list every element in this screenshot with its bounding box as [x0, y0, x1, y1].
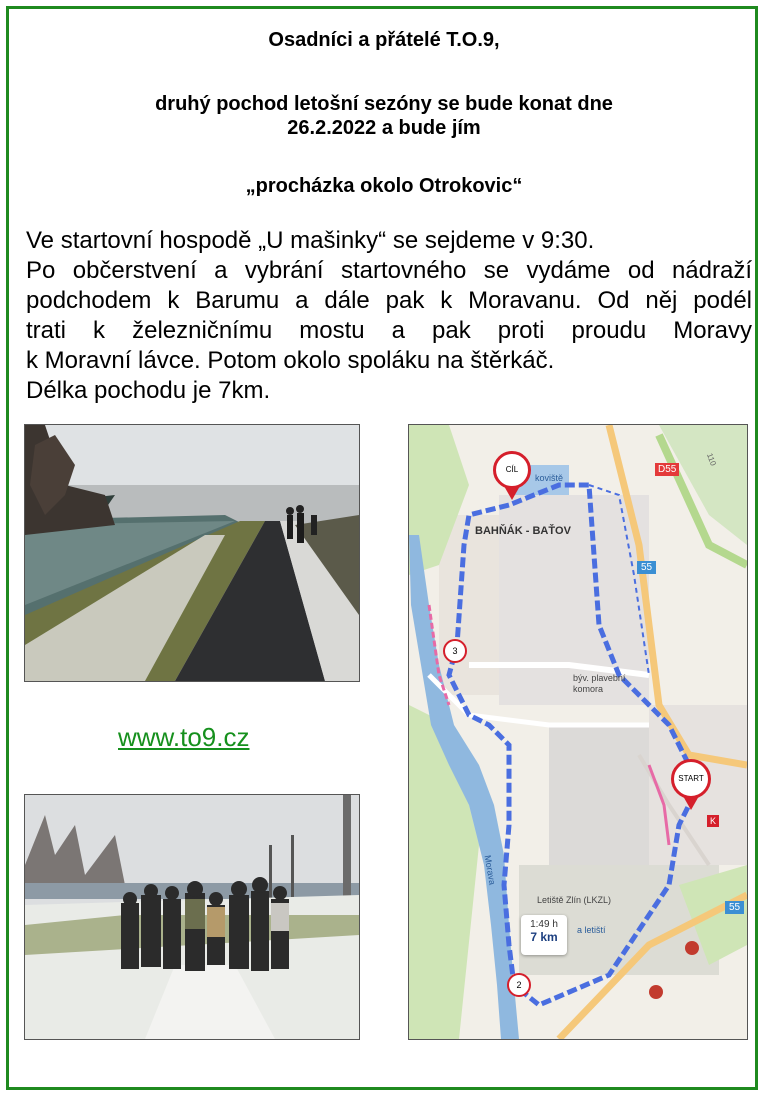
text-line: Po občerstvení a vybrání startovného se vydáme od nádraží	[26, 257, 752, 284]
heading-event: druhý pochod letošní sezóny se bude konat dne	[155, 93, 613, 115]
map-area-label: koviště	[535, 473, 564, 483]
map-airport-label: Letiště Zlín (LKZL)	[537, 895, 612, 905]
heading-title: „procházka okolo Otrokovic“	[245, 175, 523, 197]
map-road-55: 55	[637, 561, 656, 574]
invitation-text	[26, 226, 752, 406]
railway-icon	[685, 941, 699, 955]
route-info-box	[521, 915, 567, 955]
photo-group	[24, 794, 360, 1040]
shop-icon: K	[707, 815, 719, 827]
heading-date: 26.2.2022 a bude jím	[287, 117, 481, 139]
map-river-label: Morava	[482, 854, 498, 886]
photo-river-path	[24, 424, 360, 682]
map-road-d55: D55	[655, 463, 679, 476]
map-road-55: 55	[725, 901, 744, 914]
website-link[interactable]: www.to9.cz	[118, 722, 250, 752]
marker-pin-icon	[504, 486, 520, 500]
route-time: 1:49 h	[530, 919, 558, 930]
map-district-label: BAHŇÁK - BAŤOV	[475, 525, 571, 537]
map-marker-start[interactable]: START	[671, 759, 711, 799]
map-waypoint-3[interactable]: 3	[443, 639, 467, 663]
map-area-label: a letiští	[577, 925, 606, 935]
marker-pin-icon	[683, 796, 699, 810]
text-line: k Moravní lávce. Potom okolo spoláku na štěrkáč.	[26, 347, 555, 374]
route-distance: 7 km	[530, 930, 558, 944]
text-line: Ve startovní hospodě „U mašinky“ se sejdeme v 9:30.	[26, 227, 595, 254]
railway-icon	[649, 985, 663, 999]
heading-greeting: Osadníci a přátelé T.O.9,	[268, 29, 500, 51]
map-marker-finish[interactable]: CÍL	[493, 451, 531, 489]
route-map	[408, 424, 748, 1040]
map-road-label: 110	[704, 451, 718, 468]
text-line: trati k železničnímu mostu a pak proti proudu Moravy	[26, 317, 752, 344]
map-poi-label: býv. plavební komora	[573, 673, 626, 694]
text-line: podchodem k Barumu a dále pak k Moravanu. Od něj podél	[26, 287, 752, 314]
text-line: Délka pochodu je 7km.	[26, 377, 271, 404]
map-waypoint-2[interactable]: 2	[507, 973, 531, 997]
